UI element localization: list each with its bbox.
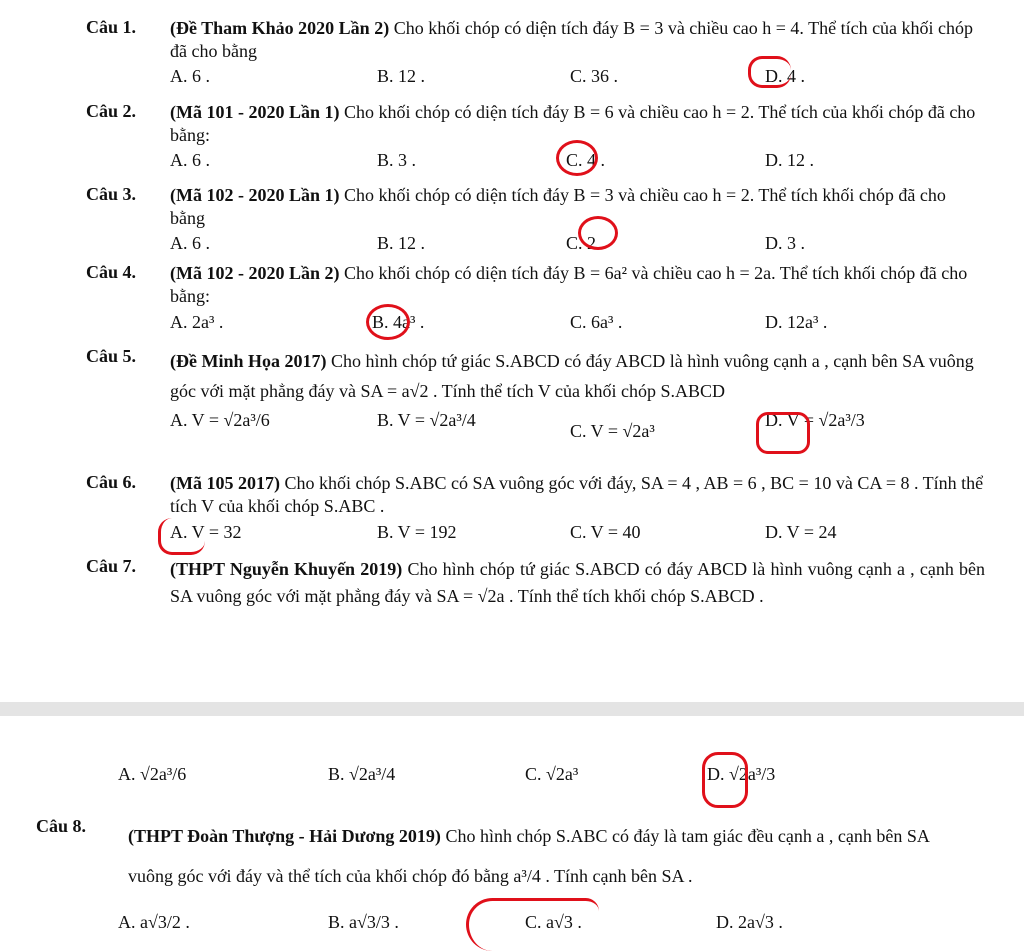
q8-option-c[interactable]: C. a√3 . bbox=[525, 912, 582, 932]
answer-mark-q2 bbox=[556, 140, 598, 176]
q3-option-a[interactable]: A. 6 . bbox=[170, 233, 210, 253]
q6-option-c[interactable]: C. V = 40 bbox=[570, 522, 641, 542]
q6-option-a[interactable]: A. V = 32 bbox=[170, 522, 242, 542]
question-7-text: (THPT Nguyễn Khuyến 2019) Cho hình chóp tứ giác S.ABCD có đáy ABCD là hình vuông cạnh a , cạnh bên SA vuông góc với mặt phẳng đáy và SA = √2a . Tính thể tích khối chóp S.ABCD . bbox=[170, 559, 985, 606]
answer-mark-q1 bbox=[748, 56, 791, 88]
question-4-text: (Mã 102 - 2020 Lần 2) Cho khối chóp có diện tích đáy B = 6a² và chiều cao h = 2a. Thể tích khối chóp đã cho bằng: bbox=[170, 263, 968, 306]
question-3-text: (Mã 102 - 2020 Lần 1) Cho khối chóp có diện tích đáy B = 3 và chiều cao h = 2. Thể tích khối chóp đã cho bằng bbox=[170, 185, 946, 228]
q3-option-c[interactable]: C. 2 . bbox=[566, 233, 606, 253]
q1-option-c[interactable]: C. 36 . bbox=[570, 66, 619, 86]
q1-option-b[interactable]: B. 12 . bbox=[377, 66, 426, 86]
q8-option-b[interactable]: B. a√3/3 . bbox=[328, 912, 399, 932]
q5-option-d[interactable]: D. V = √2a³/3 bbox=[765, 410, 865, 430]
answer-mark-q5 bbox=[756, 412, 810, 454]
answer-mark-q6 bbox=[158, 518, 205, 555]
answer-mark-q4 bbox=[366, 304, 410, 340]
q7-option-a[interactable]: A. √2a³/6 bbox=[118, 764, 187, 784]
question-2-text: (Mã 101 - 2020 Lần 1) Cho khối chóp có diện tích đáy B = 6 và chiều cao h = 2. Thể tích của khối chóp đã cho bằng: bbox=[170, 102, 976, 145]
q3-option-b[interactable]: B. 12 . bbox=[377, 233, 426, 253]
q7-option-d[interactable]: D. √2a³/3 bbox=[707, 764, 776, 784]
question-6-text: (Mã 105 2017) Cho khối chóp S.ABC có SA vuông góc với đáy, SA = 4 , AB = 6 , BC = 10 và CA = 8 . Tính thể tích V của khối chóp S.ABC . bbox=[170, 473, 984, 516]
answer-mark-q7 bbox=[702, 752, 748, 808]
q7-option-b[interactable]: B. √2a³/4 bbox=[328, 764, 396, 784]
q2-option-d[interactable]: D. 12 . bbox=[765, 150, 814, 170]
question-1-text: (Đề Tham Khảo 2020 Lần 2) Cho khối chóp có diện tích đáy B = 3 và chiều cao h = 4. Thể tích của khối chóp đã cho bằng bbox=[170, 18, 974, 61]
answer-mark-q8 bbox=[466, 898, 599, 951]
q4-option-a[interactable]: A. 2a³ . bbox=[170, 312, 224, 332]
question-7-label: Câu 7. bbox=[86, 556, 137, 576]
q1-option-a[interactable]: A. 6 . bbox=[170, 66, 210, 86]
question-5-text: (Đề Minh Họa 2017) Cho hình chóp tứ giác S.ABCD có đáy ABCD là hình vuông cạnh a , cạnh bên SA vuông góc với mặt phẳng đáy và SA = a√2 . Tính thể tích V của khối chóp S.ABCD bbox=[170, 351, 974, 401]
q8-option-a[interactable]: A. a√3/2 . bbox=[118, 912, 190, 932]
question-4-label: Câu 4. bbox=[86, 262, 137, 282]
page-separator bbox=[0, 702, 1024, 716]
q7-option-c[interactable]: C. √2a³ bbox=[525, 764, 579, 784]
q5-option-a[interactable]: A. V = √2a³/6 bbox=[170, 410, 270, 430]
q8-option-d[interactable]: D. 2a√3 . bbox=[716, 912, 783, 932]
q4-option-c[interactable]: C. 6a³ . bbox=[570, 312, 623, 332]
q3-option-d[interactable]: D. 3 . bbox=[765, 233, 805, 253]
q2-option-b[interactable]: B. 3 . bbox=[377, 150, 417, 170]
answer-mark-q3 bbox=[578, 216, 618, 250]
q6-option-b[interactable]: B. V = 192 bbox=[377, 522, 457, 542]
question-6-label: Câu 6. bbox=[86, 472, 137, 492]
question-2-label: Câu 2. bbox=[86, 101, 137, 121]
question-8-label: Câu 8. bbox=[36, 816, 87, 836]
q5-option-b[interactable]: B. V = √2a³/4 bbox=[377, 410, 476, 430]
q5-option-c[interactable]: C. V = √2a³ bbox=[570, 421, 655, 441]
question-8-text: (THPT Đoàn Thượng - Hải Dương 2019) Cho hình chóp S.ABC có đáy là tam giác đều cạnh a , cạnh bên SA vuông góc với đáy và thể tích của khối chóp đó bằng a³/4 . Tính cạnh bên SA . bbox=[128, 826, 929, 886]
q2-option-c[interactable]: C. 4 . bbox=[566, 150, 606, 170]
question-1-label: Câu 1. bbox=[86, 17, 137, 37]
question-3-label: Câu 3. bbox=[86, 184, 137, 204]
question-5-label: Câu 5. bbox=[86, 346, 137, 366]
q2-option-a[interactable]: A. 6 . bbox=[170, 150, 210, 170]
q6-option-d[interactable]: D. V = 24 bbox=[765, 522, 837, 542]
q4-option-b[interactable]: B. 4a³ . bbox=[372, 312, 425, 332]
q1-option-d[interactable]: D. 4 . bbox=[765, 66, 805, 86]
q4-option-d[interactable]: D. 12a³ . bbox=[765, 312, 828, 332]
